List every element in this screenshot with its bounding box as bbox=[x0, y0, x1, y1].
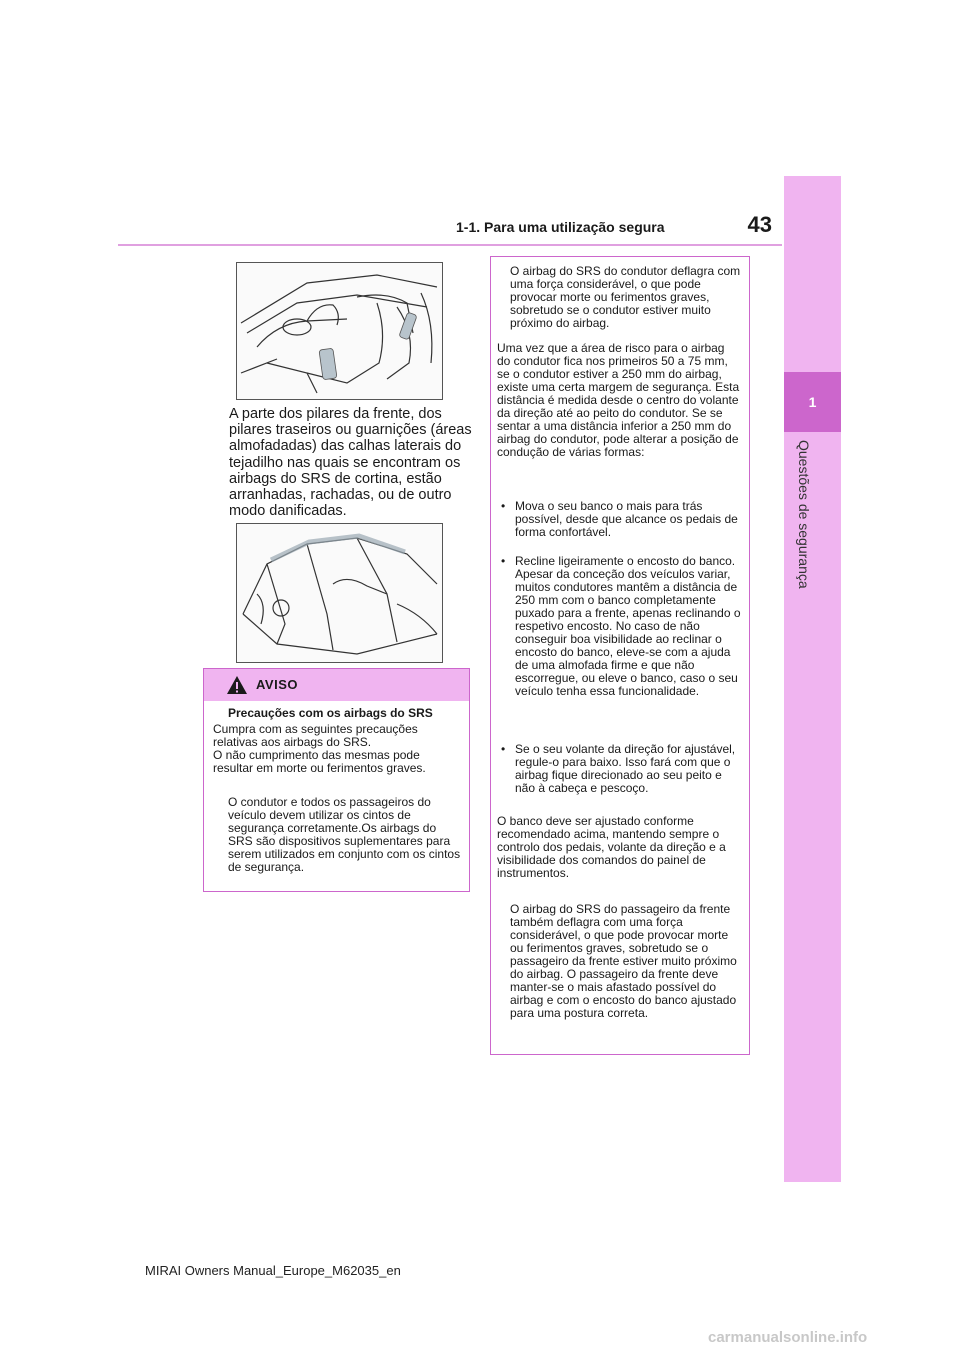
warning-triangle-icon bbox=[226, 675, 248, 695]
curtain-airbag-illustration bbox=[236, 523, 443, 663]
chapter-side-tab bbox=[784, 176, 841, 1182]
warning-subtitle: Precauções com os airbags do SRS bbox=[228, 706, 433, 720]
watermark: carmanualsonline.info bbox=[708, 1329, 868, 1346]
list-item-text: Mova o seu banco o mais para trás possível, desde que alcance os pedais de forma confortável. bbox=[515, 499, 738, 539]
header-divider bbox=[118, 244, 782, 246]
bullet: • bbox=[501, 554, 506, 568]
page-number: 43 bbox=[747, 212, 772, 237]
bullet: • bbox=[501, 742, 506, 756]
chapter-title: Questões de segurança bbox=[796, 440, 812, 589]
interior-seats-illustration bbox=[236, 262, 443, 400]
figure-caption: A parte dos pilares da frente, dos pilares traseiros ou guarnições (áreas almofadadas) das calhas laterais do tejadilho nas quais se encontram os airbags do SRS de cortina, estão arranhadas, rachadas, ou de outro modo danificadas. bbox=[229, 406, 472, 520]
bullet: • bbox=[501, 499, 506, 513]
passenger-airbag-item: O airbag do SRS do passageiro da frente também deflagra com uma força considerável, o que pode provocar morte ou ferimentos graves, sobretudo se o passageiro da frente estiver muito próximo do airbag. O passageiro da frente deve manter-se o mais afastado possível do airbag e com o encosto do banco ajustado para uma postura correta. bbox=[510, 902, 737, 1020]
chapter-number: 1 bbox=[808, 394, 817, 410]
warning-item: O condutor e todos os passageiros do veículo devem utilizar os cintos de segurança corretamente.Os airbags do SRS são dispositivos suplementares para serem utilizados em conjunto com os cintos de segurança. bbox=[228, 795, 461, 874]
warning-title: AVISO bbox=[256, 677, 298, 692]
list-item bbox=[497, 555, 741, 698]
car-side-icon bbox=[237, 524, 442, 662]
section-title: 1-1. Para uma utilização segura bbox=[456, 219, 665, 235]
car-interior-icon bbox=[237, 263, 442, 399]
driver-distance-paragraph: Uma vez que a área de risco para o airbag do condutor fica nos primeiros 50 a 75 mm, se o condutor estiver a 250 mm do airbag, existe uma certa margem de segurança. Esta distância é medida desde o centro do volante da direção até ao peito do condutor. Se se sentar a uma distância inferior a 250 mm do airbag do condutor, pode alterar a posição de condução de várias formas: bbox=[497, 341, 740, 459]
list-item-text: Se o seu volante da direção for ajustável, regule-o para baixo. Isso fará com que o airbag fique direcionado ao seu peito e não à cabeça e pescoço. bbox=[515, 742, 736, 795]
driver-airbag-item: O airbag do SRS do condutor deflagra com uma força considerável, o que pode provocar morte ou ferimentos graves, sobretudo se o condutor estiver muito próximo do airbag. bbox=[510, 264, 741, 330]
footer-manual-id: MIRAI Owners Manual_Europe_M62035_en bbox=[145, 1263, 401, 1278]
list-item bbox=[497, 500, 741, 539]
warning-intro: Cumpra com as seguintes precauções relativas aos airbags do SRS. O não cumprimento das mesmas pode resultar em morte ou ferimentos graves. bbox=[213, 722, 426, 775]
warning-continuation-box bbox=[490, 256, 750, 1055]
list-item bbox=[497, 743, 741, 795]
list-item-text: Recline ligeiramente o encosto do banco. Apesar da conceção dos veículos variar, muitos condutores mantêm a distância de 250 mm com o banco completamente puxado para a frente, apenas reclinando o respetivo encosto. No caso de não conseguir boa visibilidade ao reclinar o encosto do banco, eleve-se com a ajuda de uma almofada firme e que não escorregue, ou eleve o banco, caso o seu veículo tenha essa funcionalidade. bbox=[515, 554, 741, 698]
warning-box bbox=[203, 668, 470, 892]
seat-adjust-paragraph: O banco deve ser ajustado conforme recomendado acima, mantendo sempre o controlo dos pedais, volante da direção e a visibilidade dos comandos do painel de instrumentos. bbox=[497, 814, 726, 880]
